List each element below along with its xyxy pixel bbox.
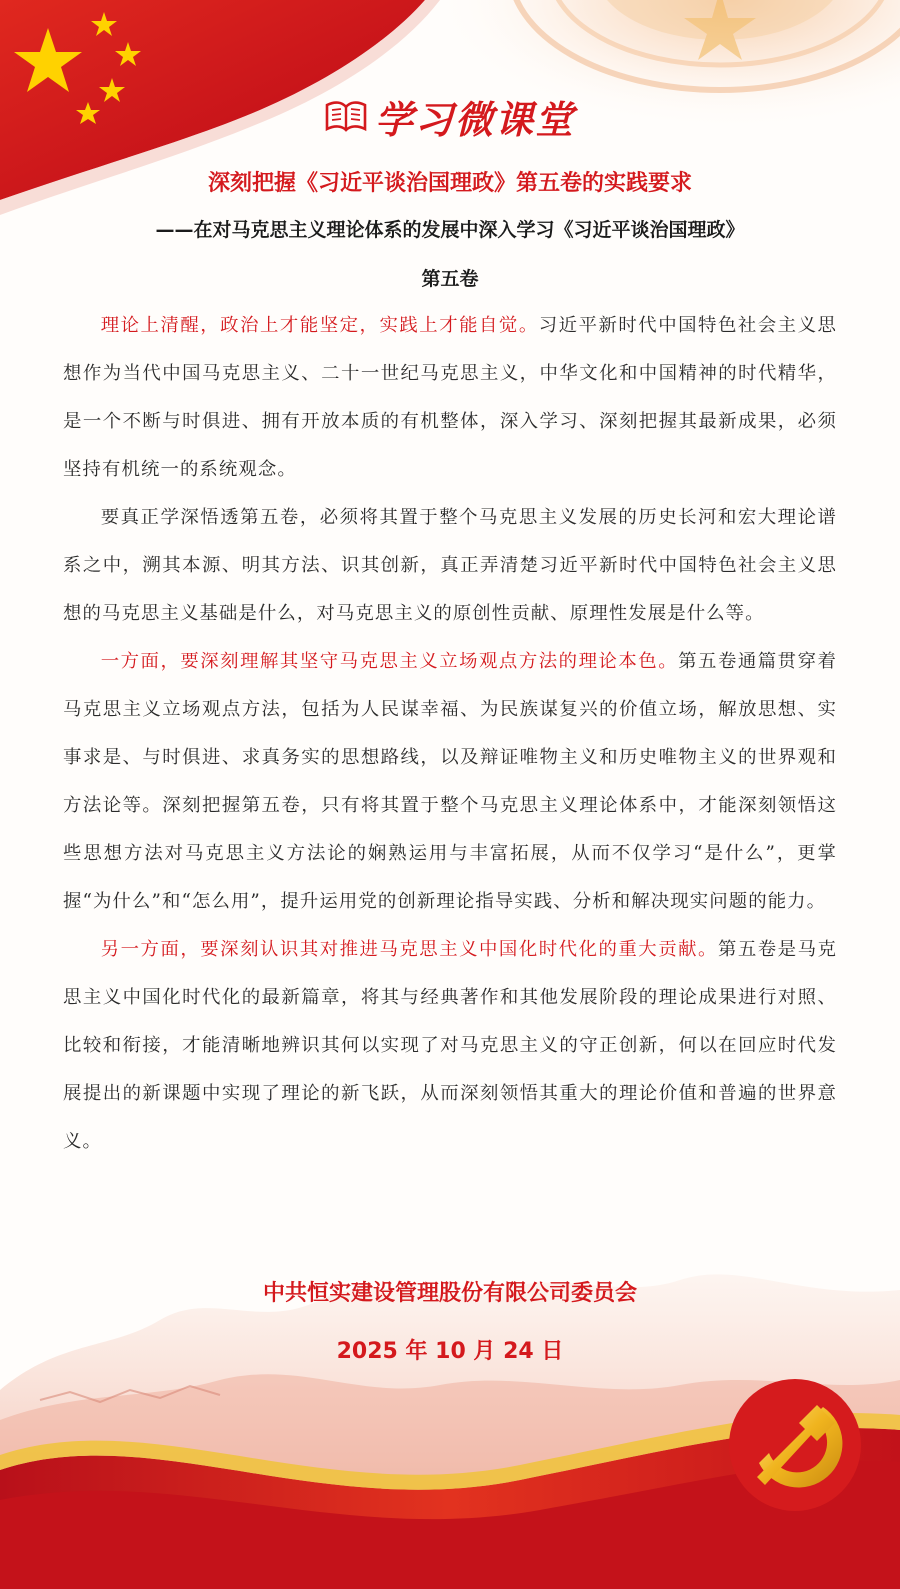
paragraph — [63, 494, 837, 638]
paragraph-text: 第五卷通篇贯穿着马克思主义立场观点方法，包括为人民谋幸福、为民族谋复兴的价值立场，解放思想、实事求是、与时俱进、求真务实的思想路线，以及辩证唯物主义和历史唯物主义的世界观和方法论等。深刻把握第五卷，只有将其置于整个马克思主义理论体系中，才能深刻领悟这些思想方法对马克思主义方法论的娴熟运用与丰富拓展，从而不仅学习“是什么”，更掌握“为什么”和“怎么用”，提升运用党的创新理论指导实践、分析和解决现实问题的能力。 — [63, 651, 837, 912]
paragraph — [63, 302, 837, 494]
article-body — [63, 302, 837, 1166]
paragraph-lead: 理论上清醒，政治上才能坚定，实践上才能自觉。 — [100, 315, 539, 336]
paragraph-text: 第五卷是马克思主义中国化时代化的最新篇章，将其与经典著作和其他发展阶段的理论成果进行对照、比较和衔接，才能清晰地辨识其何以实现了对马克思主义的守正创新，何以在回应时代发展提出的新课题中实现了理论的新飞跃，从而深刻领悟其重大的理论价值和普遍的世界意义。 — [63, 939, 837, 1152]
article-subtitle-continued: 第五卷 — [421, 268, 479, 290]
organization-signature: 中共恒实建设管理股份有限公司委员会 — [262, 1281, 637, 1306]
paragraph-lead: 另一方面，要深刻认识其对推进马克思主义中国化时代化的重大贡献。 — [100, 939, 718, 960]
publish-date: 2025 年 10 月 24 日 — [336, 1339, 564, 1364]
paragraph-text: 习近平新时代中国特色社会主义思想作为当代中国马克思主义、二十一世纪马克思主义，中华文化和中国精神的时代精华，是一个不断与时俱进、拥有开放本质的有机整体，深入学习、深刻把握其最新成果，必须坚持有机统一的系统观念。 — [63, 315, 837, 480]
paragraph — [63, 638, 837, 926]
article-subtitle: ——在对马克思主义理论体系的发展中深入学习《习近平谈治国理政》 — [155, 219, 745, 241]
article-title: 深刻把握《习近平谈治国理政》第五卷的实践要求 — [207, 171, 692, 196]
banner — [0, 88, 900, 144]
paragraph — [63, 926, 837, 1166]
banner-title: 学习微课堂 — [374, 96, 575, 142]
paragraph-lead: 一方面，要深刻理解其坚守马克思主义立场观点方法的理论本色。 — [100, 651, 679, 672]
open-book-icon — [325, 99, 367, 133]
paragraph-text: 要真正学深悟透第五卷，必须将其置于整个马克思主义发展的历史长河和宏大理论谱系之中，溯其本源、明其方法、识其创新，真正弄清楚习近平新时代中国特色社会主义思想的马克思主义基础是什么，对马克思主义的原创性贡献、原理性发展是什么等。 — [63, 507, 837, 624]
